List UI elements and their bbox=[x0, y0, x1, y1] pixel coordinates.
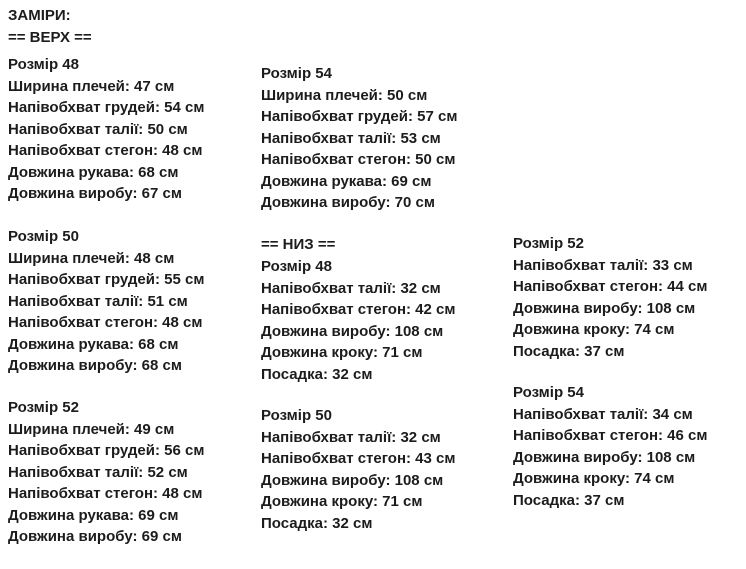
measurement-row: Посадка: 37 см bbox=[513, 491, 625, 509]
size-label: Розмір 54 bbox=[261, 65, 332, 82]
top-section-heading: == ВЕРХ == bbox=[8, 29, 92, 46]
measurement-row: Довжина рукава: 68 см bbox=[8, 335, 179, 353]
measurement-row: Напівобхват грудей: 56 см bbox=[8, 442, 205, 459]
size-label: Розмір 52 bbox=[8, 399, 79, 416]
measurement-row: Довжина виробу: 108 см bbox=[513, 299, 696, 317]
measurement-row: Довжина виробу: 108 см bbox=[261, 471, 444, 489]
page-title: ЗАМІРИ: bbox=[8, 7, 71, 24]
size-label: Розмір 50 bbox=[261, 407, 332, 424]
measurement-row: Ширина плечей: 48 см bbox=[8, 249, 175, 267]
measurement-row: Напівобхват талії: 34 см bbox=[513, 405, 693, 423]
measurement-row: Напівобхват стегон: 48 см bbox=[8, 485, 203, 502]
measurement-row: Довжина кроку: 74 см bbox=[513, 470, 675, 487]
measurement-row: Напівобхват грудей: 54 см bbox=[8, 99, 205, 116]
measurement-row: Довжина кроку: 71 см bbox=[261, 493, 423, 510]
measurement-row: Напівобхват грудей: 55 см bbox=[8, 271, 205, 288]
measurement-row: Напівобхват талії: 50 см bbox=[8, 120, 188, 138]
measurement-row: Напівобхват талії: 32 см bbox=[261, 428, 441, 446]
measurement-row: Напівобхват стегон: 46 см bbox=[513, 427, 708, 444]
size-label: Розмір 54 bbox=[513, 384, 584, 401]
size-label: Розмір 48 bbox=[261, 258, 332, 275]
measurement-row: Напівобхват стегон: 42 см bbox=[261, 301, 456, 318]
measurement-row: Напівобхват стегон: 48 см bbox=[8, 314, 203, 331]
measurement-row: Довжина виробу: 69 см bbox=[8, 528, 182, 545]
measurement-row: Напівобхват стегон: 50 см bbox=[261, 151, 456, 168]
measurement-row: Ширина плечей: 49 см bbox=[8, 420, 175, 438]
bottom-size-block-50 bbox=[261, 405, 455, 534]
measurement-row: Довжина кроку: 74 см bbox=[513, 321, 675, 338]
bottom-size-block-48 bbox=[261, 256, 455, 385]
measurement-row: Напівобхват талії: 51 см bbox=[8, 292, 188, 310]
size-label: Розмір 48 bbox=[8, 56, 79, 73]
top-size-block-48 bbox=[8, 54, 204, 205]
top-size-block-54 bbox=[261, 63, 457, 214]
measurement-row: Напівобхват стегон: 48 см bbox=[8, 142, 203, 159]
measurement-row: Довжина виробу: 67 см bbox=[8, 185, 182, 202]
measurement-row: Напівобхват талії: 53 см bbox=[261, 129, 441, 147]
measurement-row: Довжина виробу: 68 см bbox=[8, 357, 182, 374]
measurement-row: Напівобхват грудей: 57 см bbox=[261, 108, 458, 125]
measurement-row: Довжина рукава: 69 см bbox=[261, 172, 432, 190]
measurement-row: Посадка: 32 см bbox=[261, 365, 373, 383]
measurement-row: Посадка: 37 см bbox=[513, 342, 625, 360]
measurement-row: Довжина виробу: 70 см bbox=[261, 194, 435, 211]
bottom-section-heading: == НИЗ == bbox=[261, 236, 336, 253]
measurement-row: Довжина рукава: 69 см bbox=[8, 506, 179, 524]
bottom-size-block-52 bbox=[513, 233, 707, 362]
measurement-row: Напівобхват талії: 33 см bbox=[513, 256, 693, 274]
measurement-row: Довжина кроку: 71 см bbox=[261, 344, 423, 361]
measurement-row: Напівобхват талії: 32 см bbox=[261, 279, 441, 297]
measurement-row: Довжина рукава: 68 см bbox=[8, 163, 179, 181]
measurement-row: Довжина виробу: 108 см bbox=[261, 322, 444, 340]
size-label: Розмір 50 bbox=[8, 228, 79, 245]
size-label: Розмір 52 bbox=[513, 235, 584, 252]
measurement-row: Напівобхват стегон: 43 см bbox=[261, 450, 456, 467]
bottom-size-block-54 bbox=[513, 382, 707, 511]
measurement-row: Ширина плечей: 50 см bbox=[261, 86, 428, 104]
measurement-row: Ширина плечей: 47 см bbox=[8, 77, 175, 95]
measurement-row: Посадка: 32 см bbox=[261, 514, 373, 532]
measurement-row: Напівобхват талії: 52 см bbox=[8, 463, 188, 481]
measurement-row: Довжина виробу: 108 см bbox=[513, 448, 696, 466]
top-size-block-52 bbox=[8, 397, 204, 548]
measurement-row: Напівобхват стегон: 44 см bbox=[513, 278, 708, 295]
top-size-block-50 bbox=[8, 226, 204, 377]
